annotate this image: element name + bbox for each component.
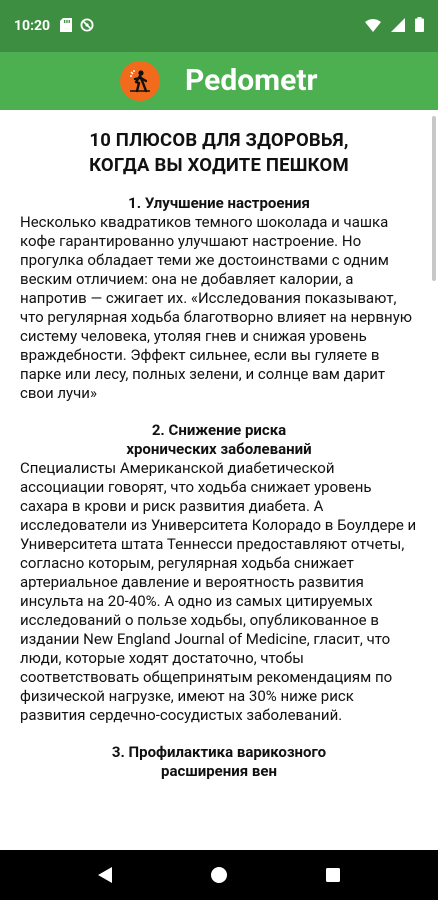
- app-title: Pedometr: [185, 63, 318, 98]
- article: [0, 110, 438, 781]
- battery-icon: [415, 17, 424, 36]
- article-scroll-view[interactable]: [0, 110, 438, 850]
- walking-person-icon: [120, 61, 160, 101]
- back-triangle-icon[interactable]: [90, 860, 120, 890]
- status-time: 10:20: [14, 18, 51, 34]
- article-title-line1: 10 ПЛЮСОВ ДЛЯ ЗДОРОВЬЯ,: [89, 129, 349, 151]
- scrollbar[interactable]: [432, 116, 436, 281]
- status-right-icons: [365, 17, 424, 36]
- section-title: [20, 194, 418, 213]
- section-body: Несколько квадратиков темного шоколада и чашка кофе гарантированно улучшают настроение. Но прогулка обладает теми же достоинствами с одним веским отличием: она не добавляет калории, а напротив — сжигает их. «Исследования показывают, что регулярная ходьба благотворно влияет на нервную систему человека, утоляя гнев и снижая уровень враждебности. Эффект сильнее, если вы гуляете в парке или лесу, полных зелени, и солнце вам дарит свои лучи»: [20, 213, 413, 402]
- article-title: [20, 128, 418, 178]
- section-title: [20, 743, 418, 781]
- section-title-line1: 1. Улучшение настроения: [128, 194, 310, 212]
- status-bar: [0, 0, 438, 52]
- section-title-line1: 3. Профилактика варикозного: [111, 743, 327, 761]
- section-title-line2: расширения вен: [161, 762, 277, 780]
- section-title-line1: 2. Снижение риска: [151, 421, 287, 439]
- recents-square-icon[interactable]: [318, 860, 348, 890]
- section-title-line2: хронических заболеваний: [126, 440, 312, 458]
- section-body: Специалисты Американской диабетической ассоциации говорят, что ходьба снижает уровень сахара в крови и риск развития диабета. А исследователи из Университета Колорадо в Боулдере и Университета штата Теннесси предоставляют отчеты, согласно которым, регулярная ходьба снижает артериальное давление и вероятность развития инсульта на 20-40%. А одно из самых цитируемых исследований о пользе ходьбы, опубликованное в издании New England Journal of Medicine, гласит, что люди, которые ходят достаточно, чтобы соответствовать общепринятым рекомендациям по физической нагрузке, имеют на 30% ниже риск развития сердечно-сосудистых заболеваний.: [20, 459, 417, 724]
- home-circle-icon[interactable]: [204, 860, 234, 890]
- article-title-line2: КОГДА ВЫ ХОДИТЕ ПЕШКОМ: [89, 154, 349, 176]
- navigation-bar: [0, 850, 438, 900]
- app-bar: [0, 52, 438, 110]
- status-left-icons: [60, 17, 94, 36]
- no-data-icon: [80, 17, 94, 36]
- section-title: [20, 421, 418, 459]
- sd-card-icon: [60, 17, 72, 36]
- signal-icon: [391, 17, 405, 36]
- wifi-icon: [365, 17, 381, 36]
